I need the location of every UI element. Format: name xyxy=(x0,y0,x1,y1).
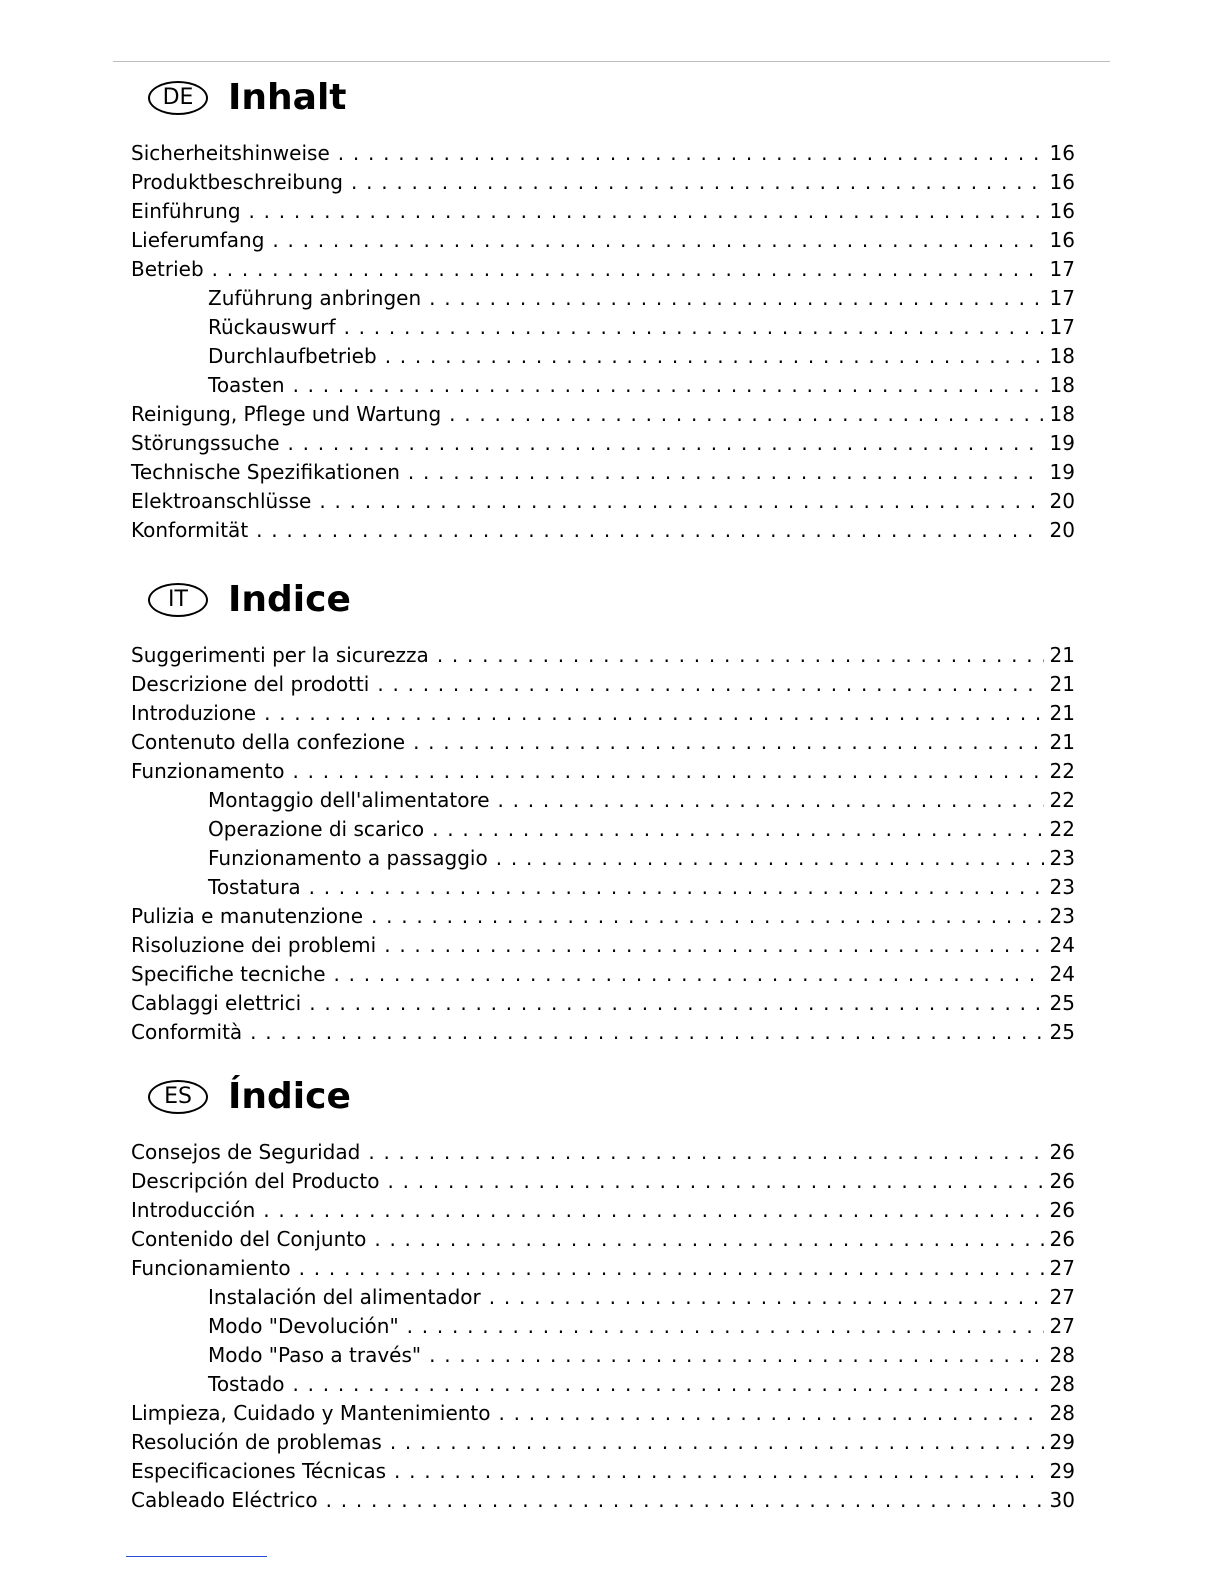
toc-entry[interactable] xyxy=(131,1225,1075,1254)
toc-entry[interactable] xyxy=(131,1399,1075,1428)
toc-page-number: 26 xyxy=(1049,1198,1075,1222)
dot-leader xyxy=(496,844,1044,873)
toc-subentry[interactable] xyxy=(131,844,1075,873)
toc-entry-label: Reinigung, Pflege und Wartung xyxy=(131,402,442,426)
dot-leader xyxy=(264,699,1043,728)
toc-entry[interactable] xyxy=(131,1428,1075,1457)
toc-entry-label: Tostatura xyxy=(208,875,301,899)
toc-entry[interactable] xyxy=(131,487,1075,516)
dot-leader xyxy=(449,400,1043,429)
toc-subentry[interactable] xyxy=(131,313,1075,342)
toc-list xyxy=(131,139,1075,545)
toc-page-number: 20 xyxy=(1049,518,1075,542)
toc-entry[interactable] xyxy=(131,931,1075,960)
toc-page-number: 16 xyxy=(1049,170,1075,194)
toc-entry-label: Tostado xyxy=(208,1372,285,1396)
toc-entry-label: Conformità xyxy=(131,1020,243,1044)
toc-entry-label: Cablaggi elettrici xyxy=(131,991,302,1015)
toc-entry[interactable] xyxy=(131,458,1075,487)
toc-page-number: 22 xyxy=(1049,817,1075,841)
dot-leader xyxy=(309,989,1043,1018)
toc-entry-label: Descripción del Producto xyxy=(131,1169,380,1193)
toc-entry-label: Elektroanschlüsse xyxy=(131,489,312,513)
toc-entry-label: Lieferumfang xyxy=(131,228,265,252)
toc-page-number: 27 xyxy=(1049,1256,1075,1280)
dot-leader xyxy=(498,786,1044,815)
language-badge-es: ES xyxy=(148,1080,208,1114)
dot-leader xyxy=(388,1167,1044,1196)
toc-entry[interactable] xyxy=(131,902,1075,931)
toc-page-number: 23 xyxy=(1049,904,1075,928)
section-heading xyxy=(131,73,1075,123)
toc-entry[interactable] xyxy=(131,989,1075,1018)
toc-entry[interactable] xyxy=(131,1254,1075,1283)
dot-leader xyxy=(394,1457,1044,1486)
toc-section-de xyxy=(131,73,1075,545)
toc-entry-label: Modo "Paso a través" xyxy=(208,1343,422,1367)
toc-section-it xyxy=(131,575,1075,1047)
toc-entry-label: Funzionamento a passaggio xyxy=(208,846,488,870)
toc-subentry[interactable] xyxy=(131,284,1075,313)
toc-page-number: 22 xyxy=(1049,759,1075,783)
toc-page-number: 17 xyxy=(1049,286,1075,310)
dot-leader xyxy=(309,873,1044,902)
toc-entry-label: Funcionamiento xyxy=(131,1256,291,1280)
toc-entry-label: Operazione di scarico xyxy=(208,817,425,841)
toc-page-number: 19 xyxy=(1049,460,1075,484)
toc-page-number: 16 xyxy=(1049,228,1075,252)
dot-leader xyxy=(377,670,1043,699)
toc-subentry[interactable] xyxy=(131,1370,1075,1399)
section-title: Inhalt xyxy=(228,77,347,118)
dot-leader xyxy=(351,168,1044,197)
toc-page-number: 21 xyxy=(1049,701,1075,725)
toc-subentry[interactable] xyxy=(131,1341,1075,1370)
toc-entry[interactable] xyxy=(131,1486,1075,1515)
dot-leader xyxy=(293,371,1044,400)
toc-page-number: 27 xyxy=(1049,1314,1075,1338)
toc-entry-label: Produktbeschreibung xyxy=(131,170,344,194)
toc-entry-label: Cableado Eléctrico xyxy=(131,1488,318,1512)
dot-leader xyxy=(432,815,1043,844)
language-badge-it: IT xyxy=(148,583,208,617)
toc-page-number: 18 xyxy=(1049,402,1075,426)
dot-leader xyxy=(368,1138,1043,1167)
toc-page-number: 24 xyxy=(1049,933,1075,957)
toc-list xyxy=(131,1138,1075,1515)
toc-page-number: 23 xyxy=(1049,875,1075,899)
toc-page-number: 26 xyxy=(1049,1169,1075,1193)
toc-subentry[interactable] xyxy=(131,1283,1075,1312)
dot-leader xyxy=(390,1428,1044,1457)
toc-page-number: 18 xyxy=(1049,373,1075,397)
toc-page-number: 16 xyxy=(1049,199,1075,223)
dot-leader xyxy=(371,902,1044,931)
language-badge-de: DE xyxy=(148,81,208,115)
dot-leader xyxy=(293,1370,1044,1399)
dot-leader xyxy=(338,139,1044,168)
toc-subentry[interactable] xyxy=(131,342,1075,371)
toc-entry[interactable] xyxy=(131,516,1075,545)
toc-entry-label: Descrizione del prodotti xyxy=(131,672,370,696)
toc-entry-label: Zuführung anbringen xyxy=(208,286,422,310)
dot-leader xyxy=(212,255,1044,284)
toc-entry-label: Montaggio dell'alimentatore xyxy=(208,788,490,812)
dot-leader xyxy=(384,931,1043,960)
section-title: Indice xyxy=(228,579,351,620)
toc-entry-label: Rückauswurf xyxy=(208,315,336,339)
dot-leader xyxy=(299,1254,1044,1283)
toc-entry-label: Consejos de Seguridad xyxy=(131,1140,361,1164)
toc-entry-label: Especificaciones Técnicas xyxy=(131,1459,387,1483)
toc-page-number: 21 xyxy=(1049,730,1075,754)
toc-entry[interactable] xyxy=(131,1167,1075,1196)
toc-entry[interactable] xyxy=(131,1457,1075,1486)
toc-entry-label: Contenido del Conjunto xyxy=(131,1227,367,1251)
toc-entry[interactable] xyxy=(131,960,1075,989)
dot-leader xyxy=(250,1018,1043,1047)
toc-page-number: 21 xyxy=(1049,672,1075,696)
dot-leader xyxy=(408,458,1044,487)
dot-leader xyxy=(407,1312,1044,1341)
toc-page-number: 21 xyxy=(1049,643,1075,667)
dot-leader xyxy=(272,226,1043,255)
toc-page-number: 29 xyxy=(1049,1430,1075,1454)
dot-leader xyxy=(489,1283,1044,1312)
dot-leader xyxy=(256,516,1043,545)
dot-leader xyxy=(437,641,1044,670)
toc-entry-label: Sicherheitshinweise xyxy=(131,141,330,165)
toc-entry[interactable] xyxy=(131,670,1075,699)
toc-entry-label: Funzionamento xyxy=(131,759,285,783)
toc-entry[interactable] xyxy=(131,757,1075,786)
dot-leader xyxy=(326,1486,1044,1515)
toc-subentry[interactable] xyxy=(131,371,1075,400)
toc-subentry[interactable] xyxy=(131,873,1075,902)
toc-entry-label: Contenuto della confezione xyxy=(131,730,406,754)
toc-entry[interactable] xyxy=(131,699,1075,728)
dot-leader xyxy=(319,487,1043,516)
section-title: Índice xyxy=(228,1076,351,1117)
toc-entry-label: Konformität xyxy=(131,518,249,542)
toc-entry-label: Introduzione xyxy=(131,701,257,725)
toc-page-number: 17 xyxy=(1049,315,1075,339)
toc-entry-label: Modo "Devolución" xyxy=(208,1314,399,1338)
toc-entry-label: Risoluzione dei problemi xyxy=(131,933,377,957)
section-heading xyxy=(131,1072,1075,1122)
toc-page-number: 30 xyxy=(1049,1488,1075,1512)
dot-leader xyxy=(429,1341,1043,1370)
toc-entry[interactable] xyxy=(131,226,1075,255)
toc-page-number: 28 xyxy=(1049,1401,1075,1425)
toc-entry-label: Einführung xyxy=(131,199,241,223)
toc-entry-label: Introducción xyxy=(131,1198,256,1222)
toc-page-number: 26 xyxy=(1049,1140,1075,1164)
toc-entry[interactable] xyxy=(131,197,1075,226)
toc-page-number: 26 xyxy=(1049,1227,1075,1251)
dot-leader xyxy=(249,197,1044,226)
dot-leader xyxy=(499,1399,1044,1428)
toc-page-number: 18 xyxy=(1049,344,1075,368)
dot-leader xyxy=(334,960,1044,989)
toc-page-number: 22 xyxy=(1049,788,1075,812)
dot-leader xyxy=(413,728,1043,757)
toc-page-number: 24 xyxy=(1049,962,1075,986)
toc-entry-label: Instalación del alimentador xyxy=(208,1285,481,1309)
dot-leader xyxy=(288,429,1044,458)
toc-page-number: 17 xyxy=(1049,257,1075,281)
toc-entry[interactable] xyxy=(131,139,1075,168)
toc-page-number: 29 xyxy=(1049,1459,1075,1483)
toc-entry-label: Technische Spezifikationen xyxy=(131,460,400,484)
toc-page-number: 19 xyxy=(1049,431,1075,455)
toc-section-es xyxy=(131,1072,1075,1515)
toc-entry[interactable] xyxy=(131,168,1075,197)
dot-leader xyxy=(429,284,1043,313)
toc-page-number: 23 xyxy=(1049,846,1075,870)
toc-entry[interactable] xyxy=(131,255,1075,284)
toc-page-number: 28 xyxy=(1049,1372,1075,1396)
toc-entry[interactable] xyxy=(131,1018,1075,1047)
toc-entry-label: Störungssuche xyxy=(131,431,280,455)
toc-entry-label: Toasten xyxy=(208,373,285,397)
toc-entry[interactable] xyxy=(131,728,1075,757)
dot-leader xyxy=(293,757,1044,786)
toc-page-number: 20 xyxy=(1049,489,1075,513)
toc-entry[interactable] xyxy=(131,1138,1075,1167)
toc-entry-label: Specifiche tecniche xyxy=(131,962,326,986)
dot-leader xyxy=(374,1225,1043,1254)
header-rule xyxy=(113,61,1110,62)
toc-page-number: 27 xyxy=(1049,1285,1075,1309)
toc-subentry[interactable] xyxy=(131,815,1075,844)
dot-leader xyxy=(385,342,1044,371)
toc-page-number: 28 xyxy=(1049,1343,1075,1367)
toc-entry[interactable] xyxy=(131,400,1075,429)
toc-page-number: 25 xyxy=(1049,991,1075,1015)
dot-leader xyxy=(263,1196,1043,1225)
footer-link-underline xyxy=(126,1556,267,1557)
toc-list xyxy=(131,641,1075,1047)
toc-entry-label: Pulizia e manutenzione xyxy=(131,904,364,928)
toc-entry[interactable] xyxy=(131,641,1075,670)
toc-entry-label: Resolución de problemas xyxy=(131,1430,382,1454)
toc-entry-label: Suggerimenti per la sicurezza xyxy=(131,643,429,667)
toc-entry[interactable] xyxy=(131,1196,1075,1225)
toc-subentry[interactable] xyxy=(131,1312,1075,1341)
toc-entry-label: Durchlaufbetrieb xyxy=(208,344,377,368)
toc-page-number: 25 xyxy=(1049,1020,1075,1044)
toc-entry-label: Limpieza, Cuidado y Mantenimiento xyxy=(131,1401,491,1425)
section-heading xyxy=(131,575,1075,625)
toc-entry-label: Betrieb xyxy=(131,257,204,281)
toc-subentry[interactable] xyxy=(131,786,1075,815)
toc-entry[interactable] xyxy=(131,429,1075,458)
toc-page-number: 16 xyxy=(1049,141,1075,165)
dot-leader xyxy=(344,313,1044,342)
